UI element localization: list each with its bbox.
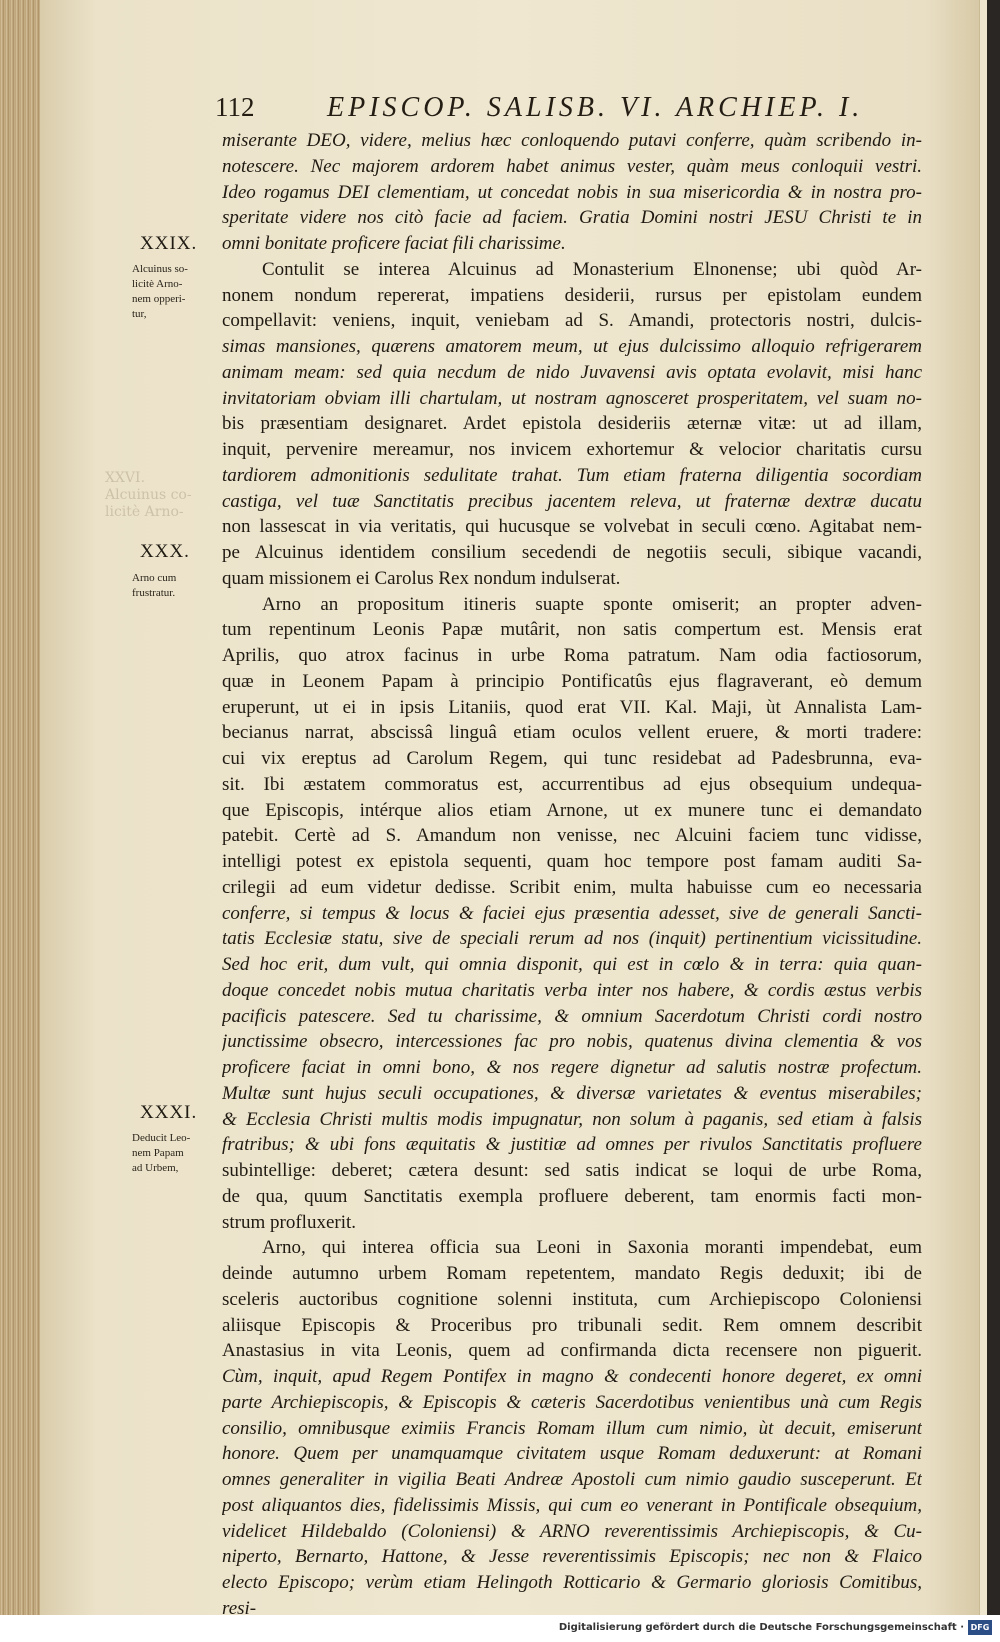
text-line: fratribus; & ubi fons æquitatis & justitiæ ad omnes per rivulos Sanctitatis profluere [222, 1134, 922, 1156]
note-line: tur, [132, 308, 147, 320]
note-line: ad Urbem, [132, 1162, 179, 1174]
text-line: bis præsentiam designaret. Ardet epistola desideriis æternæ vitæ: ut ad illam, [222, 413, 922, 435]
section-number: XXX. [140, 541, 190, 562]
text-line: tum repentinum Leonis Papæ mutârit, non satis compertum est. Mensis erat [222, 619, 922, 641]
running-header [215, 92, 915, 128]
text-line: pacificis patescere. Sed tu charissime, & omnium Sacerdotum Christi cordi nostro [222, 1005, 922, 1027]
text-line: cui vix ereptus ad Carolum Regem, qui tunc residebat ad Padesbrunna, eva- [222, 748, 922, 769]
dfg-logo: DFG [968, 1620, 992, 1635]
text-line: doque concedet nobis mutua charitatis verba inter nos habere, & cordis æstus verbis [222, 979, 922, 1001]
text-line: deinde autumno urbem Romam repetentem, mandato Regis deduxit; ibi de [222, 1263, 922, 1284]
text-line: notescere. Nec majorem ardorem habet animus vester, quàm meus conloquii vestri. [222, 155, 922, 177]
show-through: XXVI. Alcuinus co- licitè Arno- [105, 470, 192, 520]
text-line: subintellige: deberet; cætera desunt: sed satis indicat se loqui de urbe Roma, [222, 1160, 922, 1181]
marginal-note [132, 262, 212, 322]
text-line: Multæ sunt hujus seculi occupationes, & diversæ varietates & eventus miserabiles; [222, 1082, 922, 1104]
text-line: eruperunt, ut ei in ipsis Litaniis, quod erat VII. Kal. Maji, ùt Annalista Lam- [222, 696, 922, 718]
page-edge [979, 0, 987, 1615]
text-line: honore. Quem per unamquamque civitatem usque Romam deduxerunt: at Romani [222, 1443, 922, 1465]
text-line: invitatoriam obviam illi chartulam, ut nostram agnosceret prosperitatem, vel suam no- [222, 387, 922, 409]
text-line: omnes generaliter in vigilia Beati Andreæ Apostoli cum nimio gaudio susceperunt. Et [222, 1469, 922, 1490]
text-line: Sed hoc erit, dum vult, qui omnia disponit, qui est in cœlo & in terra: quia quan- [222, 954, 922, 975]
text-line: tatis Ecclesiæ statu, sive de speciali rerum ad nos (inquit) pertinentium vicissitudine. [222, 928, 922, 950]
text-line: crilegii ad eum videtur dedisse. Scribit enim, multa habuisse cum eo necessaria [222, 876, 922, 898]
marginal-note [132, 1131, 212, 1176]
text-line: quam missionem ei Carolus Rex nondum indulserat. [222, 567, 621, 589]
text-line: quæ in Leonem Papam à principio Pontificatûs ejus flagraverant, eò demum [222, 670, 922, 692]
text-line: Contulit se interea Alcuinus ad Monasterium Elnonense; ubi quòd Ar- [262, 258, 922, 280]
text-line: compellavit: veniens, inquit, veniebam ad S. Amandi, protectoris nostri, dulcis- [222, 310, 922, 332]
text-line: speritate videre nos citò facie ad faciem. Gratia Domini nostri JESU Christi te in [222, 207, 922, 229]
text-line: intelligi potest ex epistola sequenti, quam hoc tempore post famam auditi Sa- [222, 851, 922, 872]
text-line: simas mansiones, quærens amatorem meum, ut ejus dulcissimo alloquio refrigerarem [222, 336, 922, 357]
text-line: Anastasius in vita Leonis, quem ad confirmanda dicta recensere non piguerit. [222, 1340, 922, 1362]
text-line: post aliquantos dies, fidelissimis Missis, qui cum eo venerant in Pontificale obsequium, [222, 1494, 922, 1516]
text-line: Cùm, inquit, apud Regem Pontifex in magno & condecenti honore degeret, ex omni [222, 1366, 922, 1387]
main-text [222, 128, 922, 1615]
text-line: Arno, qui interea officia sua Leoni in Saxonia moranti impendebat, eum [262, 1237, 922, 1259]
marginal-note [132, 571, 212, 601]
note-line: nem Papam [132, 1147, 184, 1159]
text-line: strum profluxerit. [222, 1211, 357, 1233]
text-line: videlicet Hildebaldo (Coloniensi) & ARNO reverentissimis Archiepiscopis, & Cu- [222, 1520, 922, 1542]
text-line: inquit, pervenire mereamur, nos invicem exhortemur & velocior charitatis cursu [222, 439, 922, 460]
text-line: patebit. Certè ad S. Amandum non venisse, nec Alcuini faciem tunc vidisse, [222, 825, 922, 847]
digitization-footer [0, 1615, 1000, 1642]
text-line: de qua, quum Sanctitatis exempla profluere deberent, tam enormis facti mon- [222, 1185, 922, 1207]
text-line: tardiorem admonitionis sedulitate trahat. Tum etiam fraterna diligentia socordiam [222, 464, 922, 486]
note-line: frustratur. [132, 587, 176, 599]
text-line: aliisque Episcopis & Proceribus pro tribunali sedit. Rem omnem describit [222, 1314, 922, 1336]
text-line: castiga, vel tuæ Sanctitatis precibus jacentem releva, ut fraternæ dextræ ducatu [222, 490, 922, 512]
note-line: nem opperi- [132, 293, 186, 305]
text-line: consilio, omnibusque eximiis Francis Romam illum cum nimio, ùt decuit, emiserunt [222, 1417, 922, 1439]
text-line: animam meam: sed quia necdum de nido Juvavensi avis optata evolavit, misi hanc [222, 361, 922, 383]
text-line: junctissime obsecro, intercessiones fac pro nobis, quatenus divina clementia & vos [222, 1031, 922, 1053]
text-line: Arno an propositum itineris suapte sponte omiserit; an propter adven- [262, 593, 922, 615]
text-line: electo Episcopo; verùm etiam Helingoth Rotticario & Germario gloriosis Comitibus, [222, 1572, 922, 1593]
text-line: sit. Ibi æstatem commoratus est, accurrentibus ad ejus obsequium undequa- [222, 773, 922, 795]
text-line: nonem nondum repererat, impatiens desiderii, rursus per epistolam eundem [222, 284, 922, 306]
text-line: non lassescat in via veritatis, qui hucusque se volvebat in seculi cœno. Agitabat nem- [222, 516, 922, 538]
section-number: XXIX. [140, 233, 198, 254]
note-line: Deducit Leo- [132, 1132, 191, 1144]
text-line: sceleris auctoribus cognitione solenni instituta, cum Archiepiscopo Coloniensi [222, 1288, 922, 1310]
note-line: licitè Arno- [132, 278, 183, 290]
section-number: XXXI. [140, 1102, 198, 1123]
text-line: parte Archiepiscopis, & Episcopis & cæteris Sacerdotibus venientibus unà cum Regis [222, 1391, 922, 1413]
text-line: conferre, si tempus & locus & faciei ejus præsentia adesset, sive de generali Sancti- [222, 902, 922, 924]
text-line: niperto, Bernarto, Hattone, & Jesse reverentissimis Episcopis; nec non & Flaico [222, 1546, 922, 1568]
text-line: becianus narrat, abscissâ linguâ etiam oculos vellent eruere, & morti tradere: [222, 722, 922, 744]
funding-credit: Digitalisierung gefördert durch die Deutsche Forschungsgemeinschaft · [558, 1622, 964, 1633]
text-line: pe Alcuinus identidem consilium secedendi de negotiis seculi, sibique vacandi, [222, 542, 922, 563]
text-line: miserante DEO, videre, melius hæc conloquendo putavi conferre, quàm scribendo in- [222, 130, 922, 151]
book-fore-edge [0, 0, 40, 1615]
catchword: resi- [222, 1597, 257, 1615]
text-line: Ideo rogamus DEI clementiam, ut concedat nobis in sua misericordia & in nostra pro- [222, 181, 922, 203]
text-line: & Ecclesia Christi multis modis impugnatur, non solum à paganis, sed etiam à falsis [222, 1108, 922, 1130]
page-number: 112 [215, 92, 255, 122]
text-line: Aprilis, quo atrox facinus in urbe Roma patratum. Nam odia factiosorum, [222, 645, 922, 666]
text-line: que Episcopis, intérque alios etiam Arnone, ut ex munere tunc ei demandato [222, 799, 922, 821]
running-title: EPISCOP. SALISB. VI. ARCHIEP. I. [327, 92, 864, 123]
text-line: proficere faciat in omni bono, & nos regere dignetur ad salutis nostræ profectum. [222, 1057, 922, 1078]
note-line: Alcuinus so- [132, 263, 188, 275]
note-line: Arno cum [132, 572, 177, 584]
text-line: omni bonitate proficere faciat fili charissime. [222, 233, 566, 254]
